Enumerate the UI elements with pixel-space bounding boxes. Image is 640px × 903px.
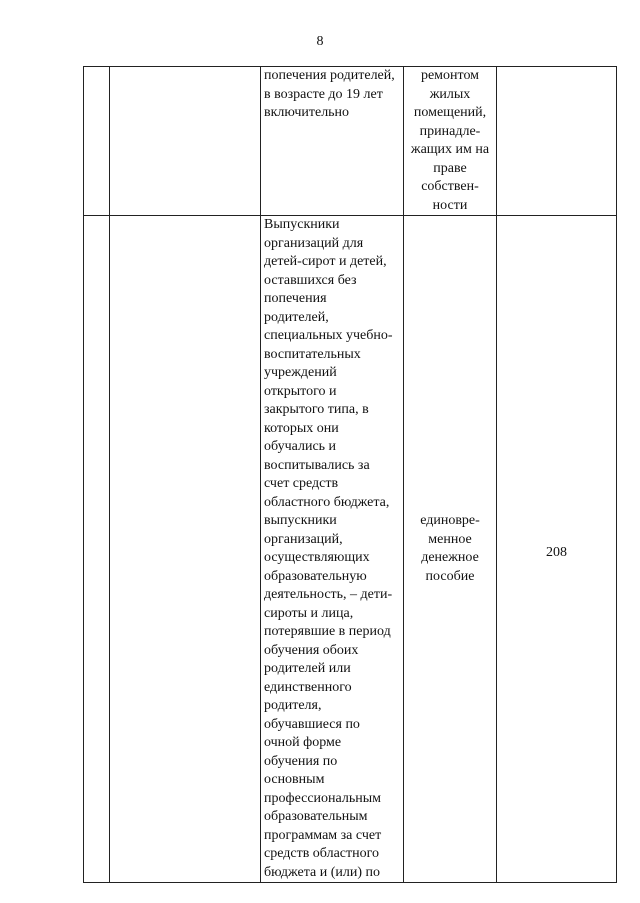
amount-cell — [497, 216, 617, 883]
number-cell — [84, 67, 110, 216]
number-cell — [84, 216, 110, 883]
recipients-cell — [261, 216, 404, 883]
category-cell — [110, 216, 261, 883]
table-row — [84, 67, 617, 216]
amount-text: 208 — [546, 544, 567, 560]
recipients-cell — [261, 67, 404, 216]
page-number: 8 — [316, 34, 324, 49]
recipients-text: попечения родителей, в возрасте до 19 лет включительно — [264, 68, 395, 120]
benefits-table — [83, 66, 617, 883]
payment-type-cell — [404, 216, 497, 883]
amount-cell — [497, 67, 617, 216]
recipients-text: Выпускники организаций для детей-сирот и детей, оставшихся без попечения родителей, специальных учебно- воспитательных учреждений открытого и закрытого типа, в которых они обучались и воспитывались за счет средств областного бюджета, выпускники организаций, осуществляющих образовательную деятельность, – дети- сироты и лица, потерявшие в период обучения обоих родителей или единственного родителя, обучавшиеся по очной форме обучения по основным профессиональным образовательным программам за счет средств областного бюджета и (или) по — [264, 217, 393, 880]
payment-type-cell — [404, 67, 497, 216]
payment-type-text: единовре- менное денежное пособие — [420, 513, 480, 584]
table-row — [84, 216, 617, 883]
category-cell — [110, 67, 261, 216]
payment-type-text: ремонтом жилых помещений, принадле- жащих им на праве собствен- ности — [410, 68, 490, 213]
